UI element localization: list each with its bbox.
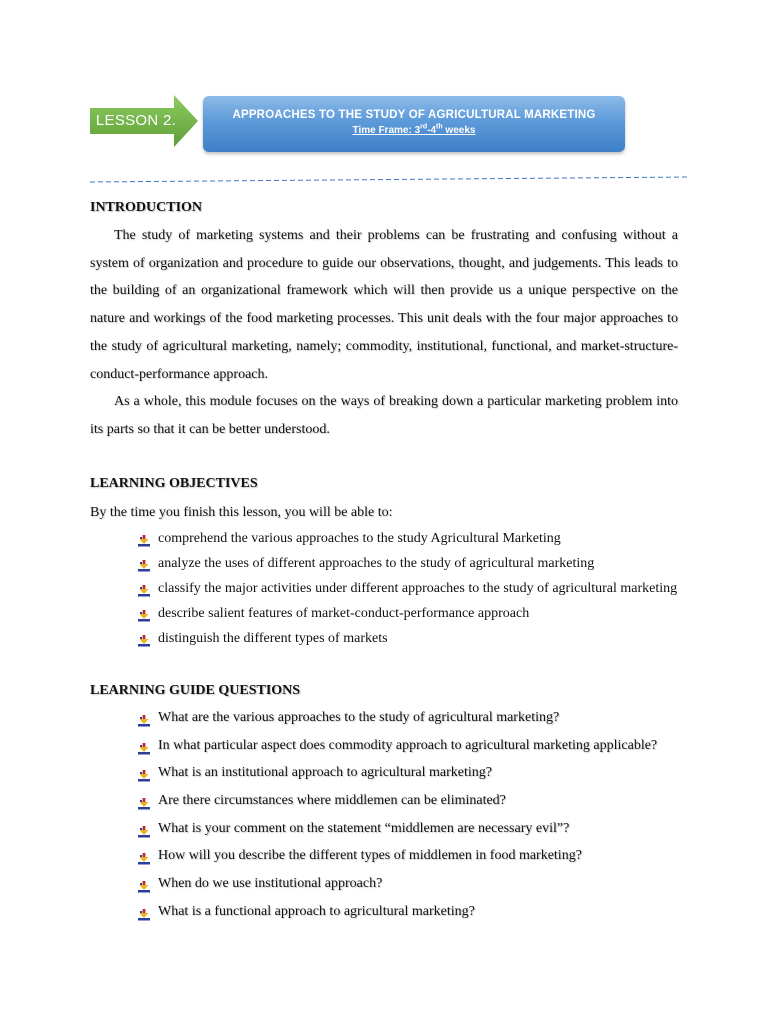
list-item: analyze the uses of different approaches to the study of agricultural marketing [137,551,677,576]
dashed-divider [90,174,689,186]
list-item: What are the various approaches to the study of agricultural marketing? [137,704,657,732]
bullet-arrow-icon [137,711,151,725]
bullet-arrow-icon [137,822,151,836]
list-item: When do we use institutional approach? [137,870,657,898]
questions-list [137,704,657,926]
time-frame: Time Frame: 3rd-4th weeks [352,124,476,137]
bullet-arrow-icon [137,877,151,891]
lesson-title-banner [203,96,625,152]
bullet-arrow-icon [137,532,151,546]
bullet-arrow-icon [137,739,151,753]
list-item: Are there circumstances where middlemen can be eliminated? [137,787,657,815]
introduction-heading: INTRODUCTION [90,200,203,215]
lesson-label: LESSON 2. [95,112,177,129]
list-item: comprehend the various approaches to the study Agricultural Marketing [137,526,677,551]
list-item: What is a functional approach to agricultural marketing? [137,898,657,926]
list-item: What is an institutional approach to agricultural marketing? [137,759,657,787]
list-item: How will you describe the different types of middlemen in food marketing? [137,842,657,870]
questions-heading: LEARNING GUIDE QUESTIONS [90,683,301,698]
list-item: In what particular aspect does commodity approach to agricultural marketing applicable? [137,732,657,760]
bullet-arrow-icon [137,794,151,808]
lesson-badge [90,95,198,147]
objectives-lead: By the time you finish this lesson, you will be able to: [90,505,393,520]
introduction-paragraph: As a whole, this module focuses on the ways of breaking down a particular marketing problem into its parts so that it can be better understood. [90,394,678,437]
bullet-arrow-icon [137,632,151,646]
bullet-arrow-icon [137,905,151,919]
bullet-arrow-icon [137,607,151,621]
objectives-list [137,526,677,651]
list-item: describe salient features of market-conduct-performance approach [137,601,677,626]
bullet-arrow-icon [137,582,151,596]
introduction-paragraph: The study of marketing systems and their problems can be frustrating and confusing without a system of organization and procedure to guide our observations, thought, and judgements. This leads to the building of an organizational framework which will then provide us a unique perspective on the nature and workings of the food marketing processes. This unit deals with the four major approaches to the study of agricultural marketing, namely; commodity, institutional, functional, and market-structure-conduct-performance approach. [90,228,678,382]
list-item: distinguish the different types of markets [137,626,677,651]
list-item: What is your comment on the statement “middlemen are necessary evil”? [137,815,657,843]
list-item: classify the major activities under different approaches to the study of agricultural marketing [137,576,677,601]
objectives-heading: LEARNING OBJECTIVES [90,476,258,491]
bullet-arrow-icon [137,849,151,863]
bullet-arrow-icon [137,766,151,780]
lesson-title: APPROACHES TO THE STUDY OF AGRICULTURAL MARKETING [232,109,596,121]
bullet-arrow-icon [137,557,151,571]
introduction-body [90,222,678,444]
